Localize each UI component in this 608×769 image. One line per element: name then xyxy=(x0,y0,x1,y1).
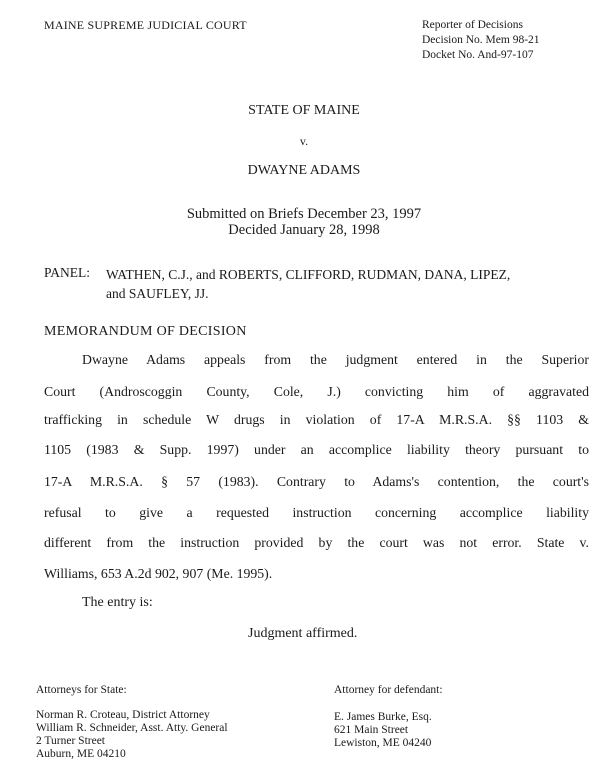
state-attorneys-heading: Attorneys for State: xyxy=(36,684,127,696)
defendant-attorney-line: Lewiston, ME 04240 xyxy=(334,737,432,749)
defendant-attorney xyxy=(334,711,432,750)
body-line: Williams, 653 A.2d 902, 907 (Me. 1995). xyxy=(44,566,273,581)
body-line: refusal to give a requested instruction concerning accomplice liability xyxy=(44,505,589,520)
defendant-name: DWAYNE ADAMS xyxy=(247,163,361,178)
body-line: Court (Androscoggin County, Cole, J.) convicting him of aggravated xyxy=(44,384,589,399)
body-line: Dwayne Adams appeals from the judgment entered in the Superior xyxy=(82,352,589,367)
panel-judges xyxy=(106,265,510,303)
state-attorney-line: Auburn, ME 04210 xyxy=(36,748,126,760)
panel-label: PANEL: xyxy=(44,265,91,280)
decided-date: Decided January 28, 1998 xyxy=(228,222,380,238)
reporter-line: Reporter of Decisions xyxy=(422,19,523,31)
docket-number: Docket No. And-97-107 xyxy=(422,49,534,61)
state-attorney-line: William R. Schneider, Asst. Atty. General xyxy=(36,722,228,734)
decision-number: Decision No. Mem 98-21 xyxy=(422,34,540,46)
body-line: 17-A M.R.S.A. § 57 (1983). Contrary to Adams's contention, the court's xyxy=(44,474,589,489)
entry-judgment: Judgment affirmed. xyxy=(248,626,358,641)
body-line: 1105 (1983 & Supp. 1997) under an accomplice liability theory pursuant to xyxy=(44,442,589,457)
body-line: different from the instruction provided by the court was not error. State v. xyxy=(44,535,589,550)
reporter-block xyxy=(422,18,540,63)
court-name: MAINE SUPREME JUDICIAL COURT xyxy=(44,18,247,32)
defendant-attorney-heading: Attorney for defendant: xyxy=(334,684,443,696)
panel-line: and SAUFLEY, JJ. xyxy=(106,286,209,301)
defendant-attorney-line: 621 Main Street xyxy=(334,724,409,736)
memorandum-title: MEMORANDUM OF DECISION xyxy=(44,324,247,339)
entry-intro: The entry is: xyxy=(82,595,153,610)
body-line: trafficking in schedule W drugs in violation of 17-A M.R.S.A. §§ 1103 & xyxy=(44,412,589,427)
state-attorney-line: Norman R. Croteau, District Attorney xyxy=(36,709,210,721)
panel-line: WATHEN, C.J., and ROBERTS, CLIFFORD, RUDMAN, DANA, LIPEZ, xyxy=(106,267,511,282)
defendant-attorney-line: E. James Burke, Esq. xyxy=(334,711,432,723)
versus: v. xyxy=(299,134,309,148)
submitted-date: Submitted on Briefs December 23, 1997 xyxy=(186,206,422,222)
plaintiff-name: STATE OF MAINE xyxy=(248,103,360,118)
state-attorneys xyxy=(36,709,228,761)
state-attorney-line: 2 Turner Street xyxy=(36,735,105,747)
